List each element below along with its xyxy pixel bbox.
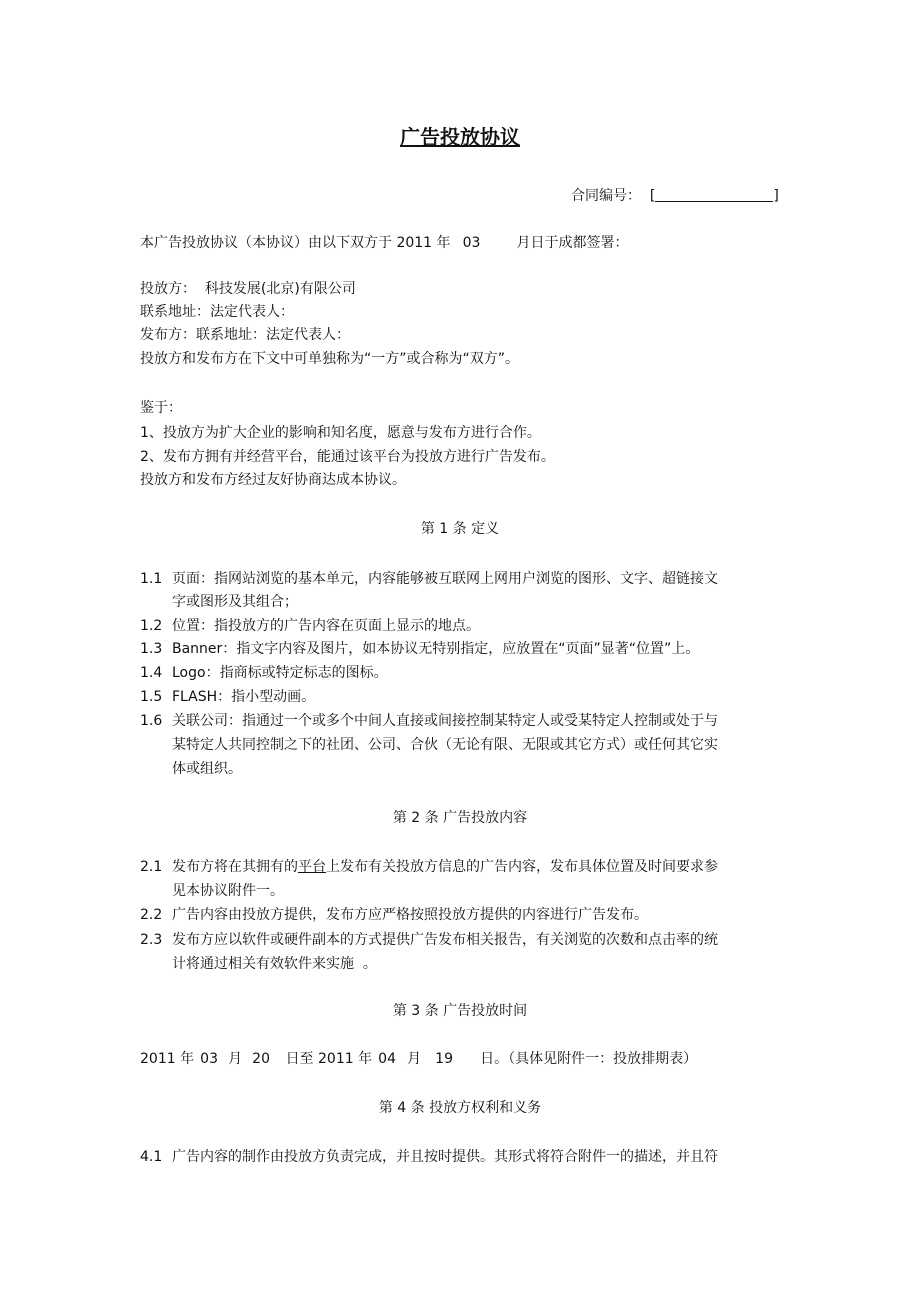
clause-text: 发布方应以软件或硬件副本的方式提供广告发布相关报告，有关浏览的次数和点击率的统 bbox=[172, 932, 718, 948]
clause-text: 体或组织。 bbox=[172, 761, 242, 777]
date-part: 日至 2011 年 bbox=[285, 1051, 373, 1067]
clause-text-part: 发布方将在其拥有的 bbox=[172, 859, 298, 875]
clause-number: 2.1 bbox=[140, 859, 163, 875]
whereas-line: 鉴于： bbox=[140, 400, 182, 416]
contract-number-blank[interactable] bbox=[655, 187, 773, 202]
date-start-month: 03 bbox=[200, 1051, 218, 1067]
intro-text: 本广告投放协议（本协议）由以下双方于 2011 年 bbox=[140, 235, 451, 251]
clause-text: 见本协议附件一。 bbox=[172, 883, 284, 899]
contract-number bbox=[571, 185, 779, 207]
whereas-line: 1、投放方为扩大企业的影响和知名度，愿意与发布方进行合作。 bbox=[140, 425, 541, 441]
section-heading: 第 1 条 定义 bbox=[420, 521, 500, 537]
intro-line bbox=[140, 232, 629, 254]
bracket-open: [ bbox=[649, 188, 656, 204]
bracket-close: ] bbox=[773, 188, 779, 204]
clause-text bbox=[172, 856, 718, 878]
contract-number-label: 合同编号： bbox=[571, 188, 641, 204]
section-heading: 第 2 条 广告投放内容 bbox=[392, 810, 528, 826]
clause-number: 1.1 bbox=[140, 571, 163, 587]
clause-number: 1.6 bbox=[140, 713, 163, 729]
clause-text: 字或图形及其组合； bbox=[172, 594, 298, 610]
whereas-line: 投放方和发布方经过友好协商达成本协议。 bbox=[140, 472, 406, 488]
party-line: 发布方：联系地址：法定代表人： bbox=[140, 327, 350, 343]
date-part: 月 bbox=[407, 1051, 422, 1067]
date-part: 日。（具体见附件一：投放排期表） bbox=[480, 1051, 698, 1067]
clause-text: 页面：指网站浏览的基本单元，内容能够被互联网上网用户浏览的图形、文字、超链接文 bbox=[172, 571, 718, 587]
intro-place: 日于成都签署： bbox=[530, 235, 629, 251]
clause-text: 广告内容由投放方提供，发布方应严格按照投放方提供的内容进行广告发布。 bbox=[172, 907, 648, 923]
date-end-day: 19 bbox=[435, 1051, 453, 1067]
intro-month: 03 bbox=[462, 235, 481, 251]
whereas-line: 2、发布方拥有并经营平台，能通过该平台为投放方进行广告发布。 bbox=[140, 449, 555, 465]
intro-month-label: 月 bbox=[516, 235, 531, 251]
clause-text: FLASH：指小型动画。 bbox=[172, 689, 316, 705]
placement-date-line bbox=[140, 1048, 697, 1070]
clause-number: 2.2 bbox=[140, 907, 163, 923]
date-part: 2011 年 bbox=[140, 1051, 195, 1067]
clause-text: 位置：指投放方的广告内容在页面上显示的地点。 bbox=[172, 618, 480, 634]
clause-text: Banner：指文字内容及图片，如本协议无特别指定，应放置在“页面”显著“位置”上。 bbox=[172, 641, 700, 657]
clause-number: 2.3 bbox=[140, 932, 163, 948]
party-line: 投放方： 科技发展(北京)有限公司 bbox=[140, 281, 356, 297]
clause-text: 某特定人共同控制之下的社团、公司、合伙（无论有限、无限或其它方式）或任何其它实 bbox=[172, 737, 718, 753]
clause-number: 1.3 bbox=[140, 641, 163, 657]
clause-text: 广告内容的制作由投放方负责完成，并且按时提供。其形式将符合附件一的描述，并且符 bbox=[172, 1149, 718, 1165]
party-line: 投放方和发布方在下文中可单独称为“一方”或合称为“双方”。 bbox=[140, 351, 520, 367]
clause-text: 关联公司：指通过一个或多个中间人直接或间接控制某特定人或受某特定人控制或处于与 bbox=[172, 713, 718, 729]
section-heading: 第 3 条 广告投放时间 bbox=[392, 1003, 528, 1019]
date-part: 月 bbox=[228, 1051, 243, 1067]
date-end-month: 04 bbox=[378, 1051, 396, 1067]
underlined-term: 平台 bbox=[298, 859, 326, 875]
clause-number: 1.5 bbox=[140, 689, 163, 705]
clause-text: Logo：指商标或特定标志的图标。 bbox=[172, 665, 388, 681]
clause-text-part: 上发布有关投放方信息的广告内容，发布具体位置及时间要求参 bbox=[326, 859, 718, 875]
clause-number: 1.2 bbox=[140, 618, 163, 634]
date-start-day: 20 bbox=[252, 1051, 270, 1067]
party-line: 联系地址：法定代表人： bbox=[140, 304, 294, 320]
clause-number: 4.1 bbox=[140, 1149, 163, 1165]
section-heading: 第 4 条 投放方权利和义务 bbox=[378, 1100, 542, 1116]
clause-number: 1.4 bbox=[140, 665, 163, 681]
clause-text: 计将通过相关有效软件来实施 。 bbox=[172, 956, 377, 972]
document-title: 广告投放协议 bbox=[400, 125, 520, 149]
